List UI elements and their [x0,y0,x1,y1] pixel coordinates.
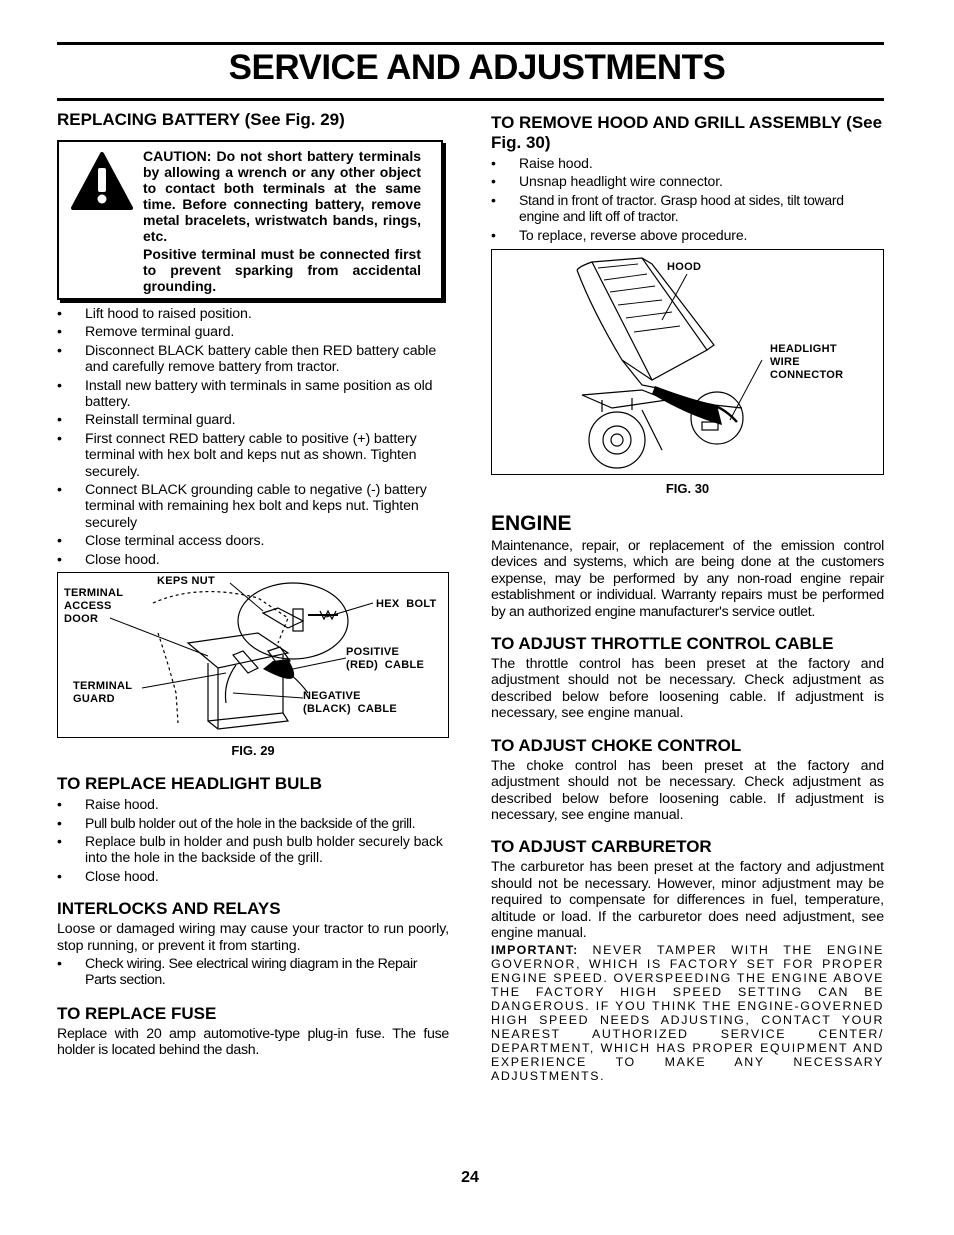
top-rule [57,42,884,45]
important-notice [491,943,884,1083]
engine-heading: ENGINE [491,512,572,536]
list-item: • To replace, reverse above procedure. [491,227,884,243]
callout-positive-cable: POSITIVE (RED) CABLE [346,646,425,672]
important-label: IMPORTANT: [491,943,579,958]
list-item: • Close terminal access doors. [57,533,449,549]
callout-keps-nut: KEPS NUT [157,575,216,588]
list-item: • Reinstall terminal guard. [57,412,449,428]
interlocks-heading: INTERLOCKS AND RELAYS [57,899,281,919]
warning-triangle-icon [71,150,133,212]
figure-30-label: FIG. 30 [665,481,710,497]
callout-hex-bolt: HEX BOLT [376,598,437,611]
important-text: NEVER TAMPER WITH THE ENGINE GOVERNOR, WHICH IS FACTORY SET FOR PROPER ENGINE SPEED. OVERSPEEDING THE ENGINE ABOVE THE FACTORY HIGH SPEED SETTING CAN BE DANGEROUS. IF YOU THINK THE ENGINE-GOVERNED HIGH SPEED NEEDS ADJUSTING, CONTACT YOUR NEAREST AUTHORIZED SERVICE CENTER/ DEPARTMENT, WHICH HAS PROPER EQUIPMENT AND EXPERIENCE TO MAKE ANY NECESSARY ADJUSTMENTS. [491,943,884,1084]
list-item: • Lift hood to raised position. [57,306,449,322]
list-item: • First connect RED battery cable to positive (+) battery terminal with hex bolt and keps nut as shown. Tighten securely. [57,431,449,480]
callout-hood: HOOD [667,261,702,274]
title-rule [57,98,884,101]
fuse-text: Replace with 20 amp automotive-type plug-in fuse. The fuse holder is located behind the dash. [57,1025,449,1059]
headlight-heading: TO REPLACE HEADLIGHT BULB [57,774,323,794]
carburetor-heading: TO ADJUST CARBURETOR [491,837,712,857]
list-item: • Close hood. [57,868,449,884]
list-item: • Raise hood. [491,155,884,171]
list-item: • Disconnect BLACK battery cable then RED battery cable and carefully remove battery from tractor. [57,343,449,376]
caution-positive-text: Positive terminal must be connected first to prevent sparking from accidental grounding. [143,246,421,294]
list-item: • Check wiring. See electrical wiring diagram in the Repair Parts section. [57,956,449,989]
list-item: • Replace bulb in holder and push bulb holder securely back into the hole in the backside of the grill. [57,833,449,866]
interlocks-steps [57,956,449,989]
page-title: SERVICE AND ADJUSTMENTS [228,48,726,87]
list-item: • Unsnap headlight wire connector. [491,173,884,189]
list-item: • Close hood. [57,552,449,568]
callout-headlight-wire-connector: HEADLIGHT WIRE CONNECTOR [770,343,844,382]
list-item: • Stand in front of tractor. Grasp hood at sides, tilt toward engine and lift off of tractor. [491,192,884,225]
left-column [57,110,449,1059]
engine-text: Maintenance, repair, or replacement of the emission control devices and systems, which are being done at the customers expense, may be performed by any non-road engine repair establishment or individual. Warranty repairs must be performed by an authorized engine manufacturer's service outlet. [491,538,884,620]
list-item: • Connect BLACK grounding cable to negative (-) battery terminal with remaining hex bolt and keps nut. Tighten securely [57,482,449,531]
throttle-text: The throttle control has been preset at the factory and adjustment should not be necessary. Check adjustment as described below before loosening cable. If adjustment is necessary, see engine manual. [491,656,884,722]
fuse-heading: TO REPLACE FUSE [57,1003,217,1023]
choke-text: The choke control has been preset at the factory and adjustment should not be necessary. Check adjustment as described below before loosening cable. If adjustment is necessary, see engine manual. [491,757,884,823]
throttle-heading: TO ADJUST THROTTLE CONTROL CABLE [491,634,834,654]
figure-29-label: FIG. 29 [231,743,275,759]
figure-30 [491,249,884,475]
hood-heading: TO REMOVE HOOD AND GRILL ASSEMBLY (See Fig. 30) [491,113,883,152]
hood-steps [491,155,884,243]
caution-text: CAUTION: Do not short battery terminals by allowing a wrench or any other object to contact both terminals at the same time. Before connecting battery, remove metal bracelets, wristwatch bands, rings, etc. [143,148,421,244]
list-item: • Raise hood. [57,796,449,812]
list-item: • Pull bulb holder out of the hole in the backside of the grill. [57,815,449,831]
callout-negative-cable: NEGATIVE (BLACK) CABLE [303,690,398,716]
battery-heading: REPLACING BATTERY (See Fig. 29) [57,110,345,129]
choke-heading: TO ADJUST CHOKE CONTROL [491,735,742,755]
caution-box [57,140,443,300]
callout-terminal-guard: TERMINAL GUARD [73,680,133,706]
headlight-steps [57,796,449,884]
right-column [491,113,884,1083]
battery-steps [57,306,449,568]
list-item: • Remove terminal guard. [57,324,449,340]
interlocks-text: Loose or damaged wiring may cause your tractor to run poorly, stop running, or prevent it from starting. [57,921,449,954]
callout-terminal-access-door: TERMINAL ACCESS DOOR [64,587,124,626]
list-item: • Install new battery with terminals in same position as old battery. [57,378,449,411]
figure-29 [57,572,449,738]
page-number: 24 [461,1169,479,1186]
carburetor-text: The carburetor has been preset at the factory and adjustment should not be necessary. However, minor adjustment may be required to compensate for differences in fuel, temperature, altitude or load. If the carburetor does need adjustment, see engine manual. [491,859,884,941]
